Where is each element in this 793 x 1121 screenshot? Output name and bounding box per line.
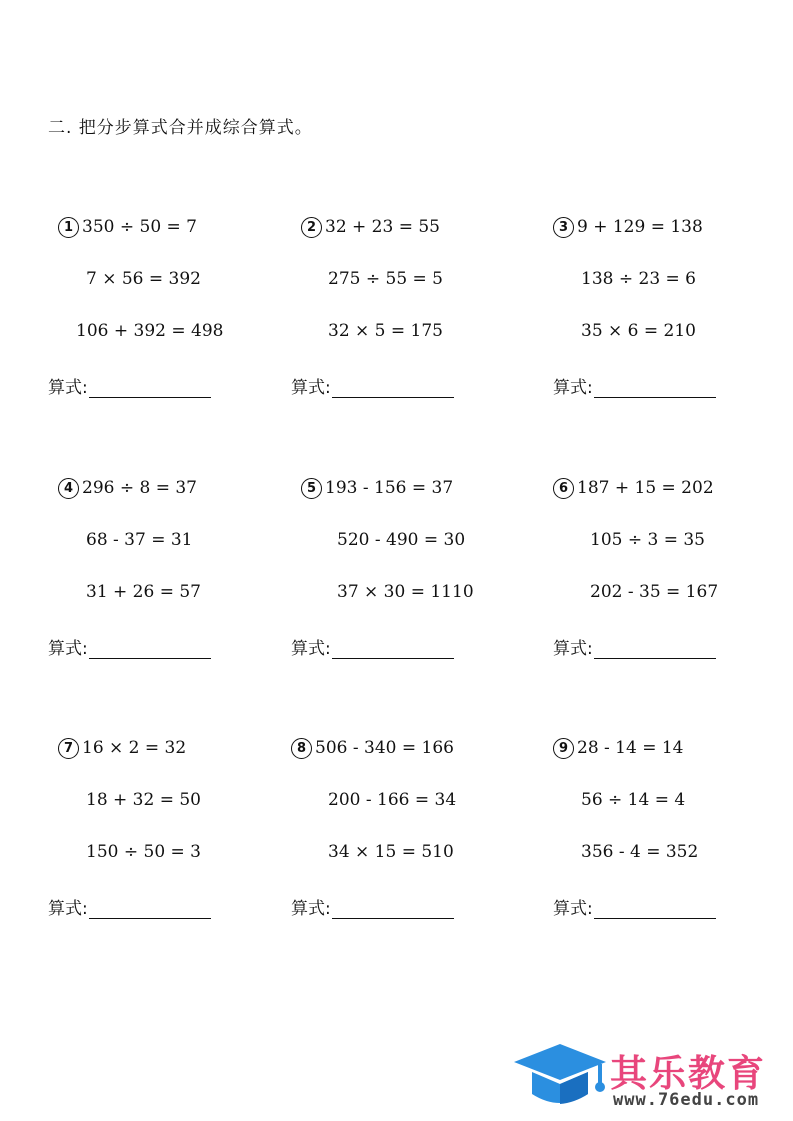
problem-line-1 [553, 737, 684, 759]
equation: 18 + 32 = 50 [86, 790, 201, 810]
problem-line-3 [86, 841, 201, 863]
answer-label: 算式: [291, 378, 331, 398]
answer-blank[interactable] [594, 642, 716, 659]
problem-line-3 [581, 841, 698, 863]
answer-blank[interactable] [89, 642, 211, 659]
graduation-cap-icon [510, 1040, 610, 1112]
problem-line-2 [86, 789, 201, 811]
problem-line-1 [291, 737, 454, 759]
answer-label: 算式: [48, 899, 88, 919]
problem-2 [291, 216, 531, 416]
problem-6 [553, 477, 793, 677]
problem-line-1 [301, 216, 440, 238]
problem-line-1 [301, 477, 453, 499]
answer-row [291, 373, 454, 398]
brand-name: 其乐教育 [610, 1052, 766, 1095]
problem-5 [291, 477, 531, 677]
equation: 187 + 15 = 202 [577, 478, 714, 498]
circled-number: 1 [58, 217, 79, 238]
equation: 150 ÷ 50 = 3 [86, 842, 201, 862]
answer-label: 算式: [553, 639, 593, 659]
equation: 35 × 6 = 210 [581, 321, 696, 341]
problem-line-2 [328, 268, 443, 290]
circled-number: 4 [58, 478, 79, 499]
answer-row [48, 894, 211, 919]
circled-number: 2 [301, 217, 322, 238]
problem-line-2 [328, 789, 456, 811]
problem-line-1 [58, 477, 197, 499]
problem-line-2 [337, 529, 465, 551]
circled-number: 9 [553, 738, 574, 759]
answer-row [291, 894, 454, 919]
equation: 200 - 166 = 34 [328, 790, 457, 810]
answer-row [291, 634, 454, 659]
problem-line-2 [590, 529, 705, 551]
problem-7 [48, 737, 288, 937]
answer-row [553, 373, 716, 398]
equation: 32 × 5 = 175 [328, 321, 443, 341]
equation: 350 ÷ 50 = 7 [82, 217, 197, 237]
equation: 7 × 56 = 392 [86, 269, 201, 289]
problem-line-3 [328, 320, 443, 342]
problem-line-2 [581, 268, 696, 290]
answer-label: 算式: [553, 899, 593, 919]
problem-line-2 [581, 789, 685, 811]
answer-row [553, 634, 716, 659]
equation: 506 - 340 = 166 [315, 738, 454, 758]
equation: 105 ÷ 3 = 35 [590, 530, 705, 550]
problem-4 [48, 477, 288, 677]
problem-line-3 [337, 581, 474, 603]
equation: 9 + 129 = 138 [577, 217, 703, 237]
problem-line-3 [328, 841, 454, 863]
equation: 32 + 23 = 55 [325, 217, 440, 237]
circled-number: 6 [553, 478, 574, 499]
problem-line-3 [76, 320, 223, 342]
answer-blank[interactable] [332, 902, 454, 919]
answer-row [553, 894, 716, 919]
circled-number: 7 [58, 738, 79, 759]
answer-row [48, 634, 211, 659]
answer-label: 算式: [291, 899, 331, 919]
equation: 56 ÷ 14 = 4 [581, 790, 686, 810]
equation: 31 + 26 = 57 [86, 582, 201, 602]
equation: 16 × 2 = 32 [82, 738, 187, 758]
problem-line-1 [58, 216, 197, 238]
answer-blank[interactable] [332, 642, 454, 659]
circled-number: 8 [291, 738, 312, 759]
equation: 356 - 4 = 352 [581, 842, 699, 862]
equation: 275 ÷ 55 = 5 [328, 269, 443, 289]
equation: 193 - 156 = 37 [325, 478, 454, 498]
problem-8 [291, 737, 531, 937]
answer-label: 算式: [48, 378, 88, 398]
problem-1 [48, 216, 288, 416]
answer-label: 算式: [291, 639, 331, 659]
equation: 34 × 15 = 510 [328, 842, 454, 862]
problem-line-2 [86, 529, 193, 551]
equation: 106 + 392 = 498 [76, 321, 224, 341]
equation: 68 - 37 = 31 [86, 530, 193, 550]
problem-line-3 [86, 581, 201, 603]
equation: 202 - 35 = 167 [590, 582, 719, 602]
answer-label: 算式: [48, 639, 88, 659]
brand-logo [510, 1040, 785, 1115]
circled-number: 5 [301, 478, 322, 499]
problem-line-3 [581, 320, 696, 342]
problem-line-1 [58, 737, 186, 759]
answer-blank[interactable] [594, 381, 716, 398]
answer-blank[interactable] [89, 902, 211, 919]
section-heading: 二. 把分步算式合并成综合算式。 [48, 118, 313, 138]
answer-blank[interactable] [594, 902, 716, 919]
answer-blank[interactable] [89, 381, 211, 398]
equation: 28 - 14 = 14 [577, 738, 684, 758]
brand-url: www.76edu.com [613, 1090, 760, 1110]
problem-line-2 [86, 268, 201, 290]
problem-line-1 [553, 216, 703, 238]
problem-line-1 [553, 477, 714, 499]
answer-blank[interactable] [332, 381, 454, 398]
problem-9 [553, 737, 793, 937]
problem-line-3 [590, 581, 718, 603]
answer-row [48, 373, 211, 398]
equation: 296 ÷ 8 = 37 [82, 478, 197, 498]
circled-number: 3 [553, 217, 574, 238]
equation: 37 × 30 = 1110 [337, 582, 474, 602]
answer-label: 算式: [553, 378, 593, 398]
equation: 138 ÷ 23 = 6 [581, 269, 696, 289]
problem-3 [553, 216, 793, 416]
equation: 520 - 490 = 30 [337, 530, 466, 550]
